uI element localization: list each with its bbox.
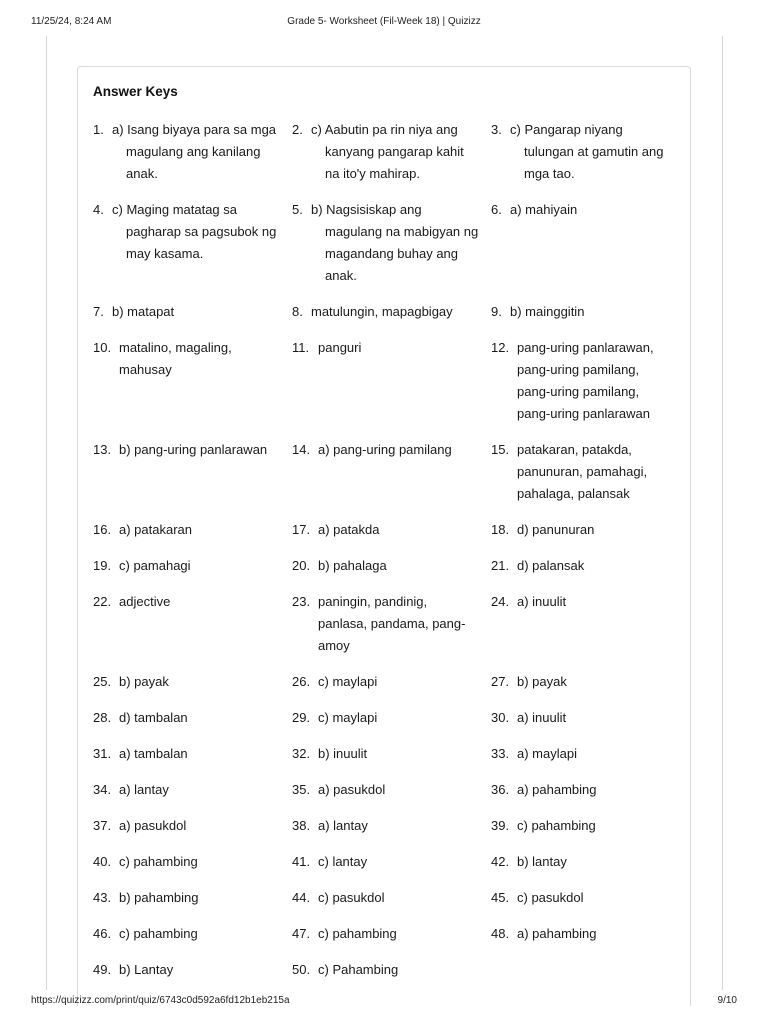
answer-item bbox=[292, 923, 491, 945]
answer-number: 40. bbox=[93, 854, 112, 869]
answer-text: d) palansak bbox=[517, 558, 585, 573]
answer-text: c) lantay bbox=[318, 854, 368, 869]
answer-item bbox=[491, 887, 683, 909]
print-url: https://quizizz.com/print/quiz/6743c0d592a6fd12b1eb215a bbox=[31, 995, 290, 1006]
answer-item bbox=[93, 671, 292, 693]
answer-text: c) maylapi bbox=[318, 674, 378, 689]
answer-number: 5. bbox=[292, 202, 303, 217]
answer-text: b) payak bbox=[517, 674, 567, 689]
answer-text: b) Nagsisiskap ang magulang na mabigyan ng magandang buhay ang anak. bbox=[311, 202, 479, 283]
answer-item bbox=[93, 591, 292, 657]
answer-item bbox=[491, 591, 683, 657]
answer-text: c) pahambing bbox=[517, 818, 596, 833]
answer-text: a) maylapi bbox=[517, 746, 577, 761]
answer-keys-card bbox=[77, 66, 691, 1006]
answer-text: a) patakaran bbox=[119, 522, 192, 537]
answer-number: 33. bbox=[491, 746, 510, 761]
answer-text: a) pasukdol bbox=[318, 782, 386, 797]
answer-number: 12. bbox=[491, 340, 510, 355]
answer-number: 45. bbox=[491, 890, 510, 905]
page-number: 9/10 bbox=[717, 995, 737, 1006]
answer-text: a) lantay bbox=[119, 782, 169, 797]
answer-number: 38. bbox=[292, 818, 311, 833]
answer-item bbox=[93, 199, 292, 287]
print-header bbox=[0, 16, 768, 30]
answer-item bbox=[93, 301, 292, 323]
answer-item bbox=[292, 743, 491, 765]
answer-item bbox=[292, 337, 491, 425]
answer-number: 22. bbox=[93, 594, 112, 609]
answer-number: 37. bbox=[93, 818, 112, 833]
answer-text: a) pahambing bbox=[517, 782, 597, 797]
answer-number: 32. bbox=[292, 746, 311, 761]
answer-item bbox=[491, 815, 683, 837]
answer-text: c) Aabutin pa rin niya ang kanyang pangarap kahit na ito'y mahirap. bbox=[311, 122, 464, 181]
answer-number: 34. bbox=[93, 782, 112, 797]
answer-text: a) mahiyain bbox=[510, 202, 578, 217]
answer-number: 43. bbox=[93, 890, 112, 905]
answer-number: 36. bbox=[491, 782, 510, 797]
answer-text: a) inuulit bbox=[517, 710, 567, 725]
answer-number: 13. bbox=[93, 442, 112, 457]
answer-text: b) pang-uring panlarawan bbox=[119, 442, 268, 457]
answer-number: 4. bbox=[93, 202, 104, 217]
answer-number: 3. bbox=[491, 122, 502, 137]
answer-text: matalino, magaling, mahusay bbox=[119, 340, 232, 377]
answer-text: a) tambalan bbox=[119, 746, 188, 761]
answer-item bbox=[491, 439, 683, 505]
answer-text: c) pasukdol bbox=[318, 890, 385, 905]
page-margin-rule-left bbox=[46, 36, 47, 990]
answer-item bbox=[292, 591, 491, 657]
answer-item bbox=[93, 887, 292, 909]
answer-number: 31. bbox=[93, 746, 112, 761]
answer-text: panguri bbox=[318, 340, 362, 355]
answer-item bbox=[491, 119, 683, 185]
answer-text: b) pahalaga bbox=[318, 558, 387, 573]
answer-number: 19. bbox=[93, 558, 112, 573]
answer-item bbox=[292, 199, 491, 287]
answer-number: 21. bbox=[491, 558, 510, 573]
answer-text: a) pahambing bbox=[517, 926, 597, 941]
answer-number: 48. bbox=[491, 926, 510, 941]
answer-number: 23. bbox=[292, 594, 311, 609]
answer-number: 47. bbox=[292, 926, 311, 941]
answer-number: 39. bbox=[491, 818, 510, 833]
answer-number: 16. bbox=[93, 522, 112, 537]
answer-text: b) matapat bbox=[112, 304, 175, 319]
answer-text: a) inuulit bbox=[517, 594, 567, 609]
answer-item bbox=[93, 923, 292, 945]
answer-item bbox=[93, 815, 292, 837]
answer-number: 41. bbox=[292, 854, 311, 869]
answer-number: 9. bbox=[491, 304, 502, 319]
answer-text: b) payak bbox=[119, 674, 169, 689]
answer-item bbox=[292, 887, 491, 909]
print-footer bbox=[0, 995, 768, 1009]
answer-item bbox=[93, 439, 292, 505]
answer-number: 1. bbox=[93, 122, 104, 137]
answer-number: 24. bbox=[491, 594, 510, 609]
answer-item bbox=[491, 851, 683, 873]
answer-text: d) tambalan bbox=[119, 710, 188, 725]
answer-number: 46. bbox=[93, 926, 112, 941]
answer-number: 2. bbox=[292, 122, 303, 137]
answer-text: c) Maging matatag sa pagharap sa pagsubok ng may kasama. bbox=[112, 202, 277, 261]
answer-item bbox=[491, 923, 683, 945]
answer-text: c) pahambing bbox=[318, 926, 397, 941]
answer-item bbox=[491, 743, 683, 765]
answer-item bbox=[93, 743, 292, 765]
answer-text: a) patakda bbox=[318, 522, 380, 537]
answer-text: adjective bbox=[119, 594, 171, 609]
answer-text: b) pahambing bbox=[119, 890, 199, 905]
answer-text: b) inuulit bbox=[318, 746, 368, 761]
answer-item bbox=[292, 851, 491, 873]
answer-item bbox=[292, 707, 491, 729]
answer-item bbox=[292, 815, 491, 837]
answer-item bbox=[292, 555, 491, 577]
answer-text: a) lantay bbox=[318, 818, 368, 833]
print-page-title: Grade 5- Worksheet (Fil-Week 18) | Quizizz bbox=[287, 16, 481, 27]
answer-number: 30. bbox=[491, 710, 510, 725]
answer-text: c) maylapi bbox=[318, 710, 378, 725]
answer-number: 49. bbox=[93, 962, 112, 977]
answer-number: 35. bbox=[292, 782, 311, 797]
answer-number: 20. bbox=[292, 558, 311, 573]
answer-text: patakaran, patakda, panunuran, pamahagi, pahalaga, palansak bbox=[517, 442, 648, 501]
answer-text: a) pasukdol bbox=[119, 818, 187, 833]
answer-number: 14. bbox=[292, 442, 311, 457]
answer-number: 42. bbox=[491, 854, 510, 869]
answer-item bbox=[93, 519, 292, 541]
answer-item bbox=[491, 337, 683, 425]
answer-item bbox=[491, 707, 683, 729]
answer-number: 27. bbox=[491, 674, 510, 689]
answer-text: b) lantay bbox=[517, 854, 567, 869]
answer-number: 17. bbox=[292, 522, 311, 537]
answer-item bbox=[292, 959, 491, 981]
answer-item bbox=[491, 555, 683, 577]
page-margin-rule-right bbox=[722, 36, 723, 990]
answer-text: c) pamahagi bbox=[119, 558, 191, 573]
answer-text: c) Pahambing bbox=[318, 962, 399, 977]
answer-text: b) mainggitin bbox=[510, 304, 585, 319]
answer-text: a) Isang biyaya para sa mga magulang ang kanilang anak. bbox=[112, 122, 277, 181]
answer-text: pang-uring panlarawan, pang-uring pamilang, pang-uring pamilang, pang-uring panlarawan bbox=[517, 340, 654, 421]
answer-number: 18. bbox=[491, 522, 510, 537]
answer-text: b) Lantay bbox=[119, 962, 174, 977]
answer-list bbox=[93, 119, 683, 981]
answer-text: paningin, pandinig, panlasa, pandama, pang-amoy bbox=[318, 594, 466, 653]
answer-number: 15. bbox=[491, 442, 510, 457]
answer-item bbox=[93, 959, 292, 981]
answer-text: matulungin, mapagbigay bbox=[311, 304, 453, 319]
print-datetime: 11/25/24, 8:24 AM bbox=[31, 16, 112, 27]
answer-number: 10. bbox=[93, 340, 112, 355]
answer-keys-title: Answer Keys bbox=[93, 84, 178, 99]
answer-item bbox=[491, 199, 683, 287]
answer-item bbox=[491, 671, 683, 693]
answer-item bbox=[491, 301, 683, 323]
answer-item bbox=[292, 301, 491, 323]
answer-item bbox=[93, 555, 292, 577]
answer-number: 50. bbox=[292, 962, 311, 977]
answer-item bbox=[491, 779, 683, 801]
answer-item bbox=[93, 119, 292, 185]
answer-number: 11. bbox=[292, 340, 310, 355]
answer-item bbox=[491, 519, 683, 541]
answer-item bbox=[292, 779, 491, 801]
answer-number: 7. bbox=[93, 304, 104, 319]
answer-text: d) panunuran bbox=[517, 522, 595, 537]
answer-number: 25. bbox=[93, 674, 112, 689]
answer-item bbox=[93, 707, 292, 729]
answer-item bbox=[292, 671, 491, 693]
answer-number: 28. bbox=[93, 710, 112, 725]
answer-number: 6. bbox=[491, 202, 502, 217]
answer-item bbox=[93, 337, 292, 425]
answer-text: c) Pangarap niyang tulungan at gamutin ang mga tao. bbox=[510, 122, 664, 181]
answer-number: 8. bbox=[292, 304, 303, 319]
answer-item bbox=[93, 779, 292, 801]
answer-number: 44. bbox=[292, 890, 311, 905]
answer-text: c) pahambing bbox=[119, 854, 198, 869]
answer-item bbox=[93, 851, 292, 873]
answer-text: a) pang-uring pamilang bbox=[318, 442, 452, 457]
answer-number: 26. bbox=[292, 674, 311, 689]
answer-item bbox=[292, 519, 491, 541]
answer-item bbox=[292, 439, 491, 505]
answer-item bbox=[292, 119, 491, 185]
answer-text: c) pasukdol bbox=[517, 890, 584, 905]
answer-number: 29. bbox=[292, 710, 311, 725]
answer-text: c) pahambing bbox=[119, 926, 198, 941]
